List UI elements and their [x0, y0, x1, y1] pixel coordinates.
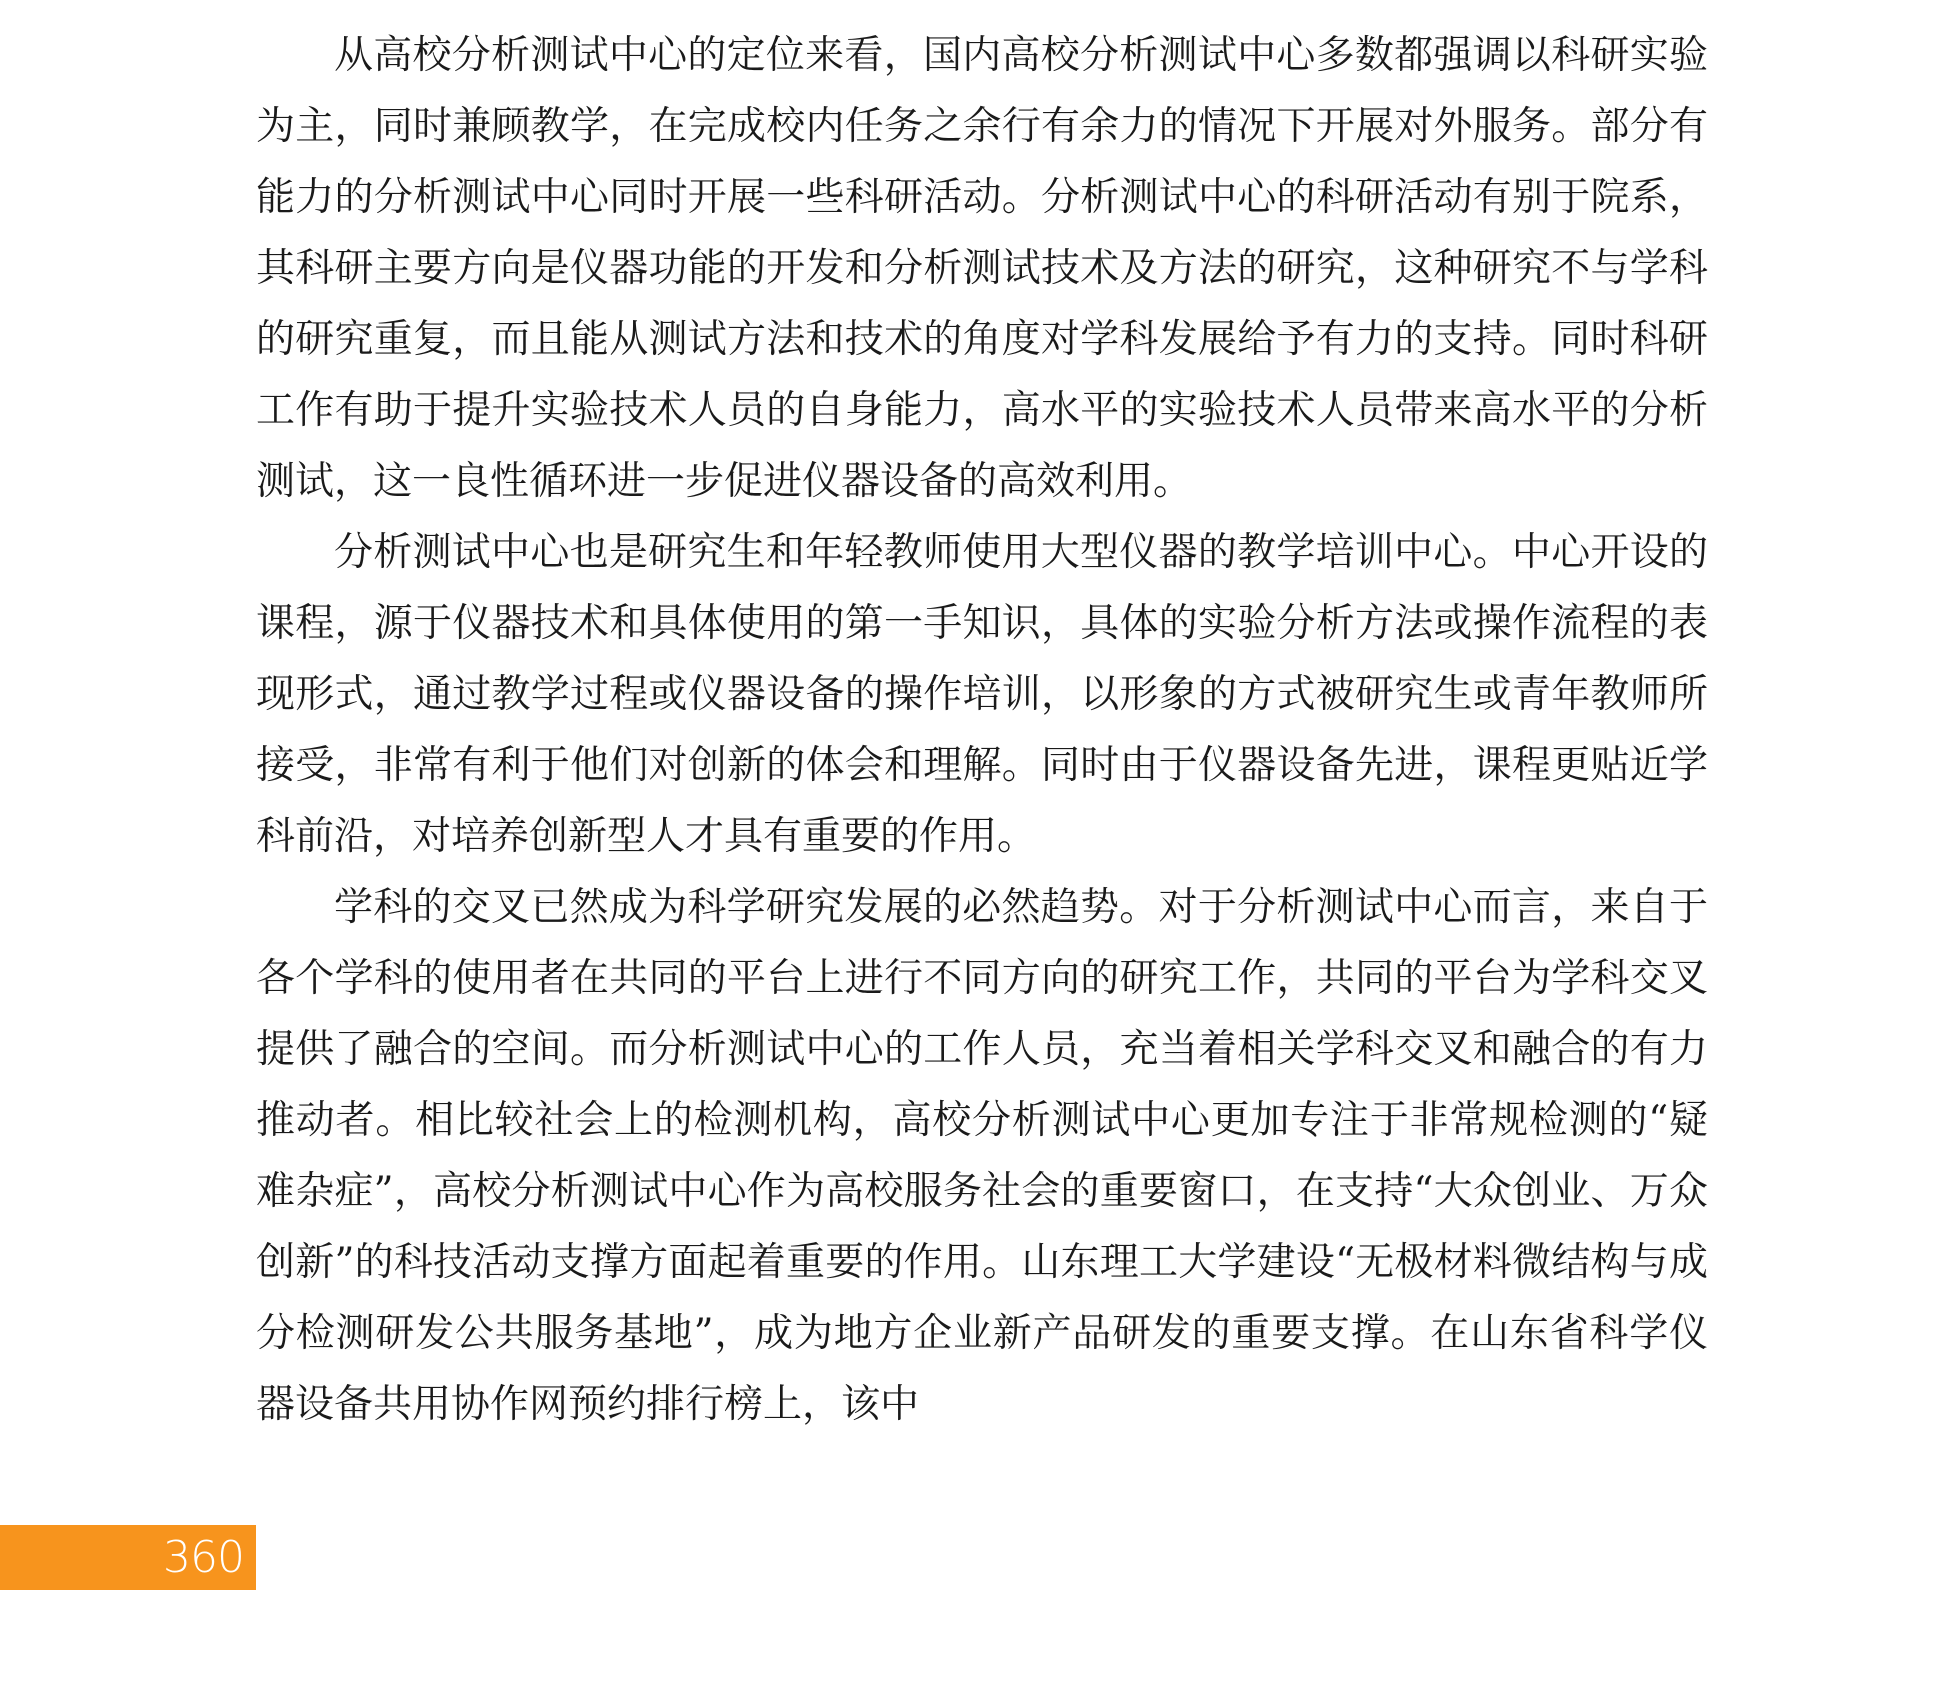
- paragraph: 分析测试中心也是研究生和年轻教师使用大型仪器的教学培训中心。中心开设的课程，源于仪器技术和具体使用的第一手知识，具体的实验分析方法或操作流程的表现形式，通过教学过程或仪器设备的操作培训，以形象的方式被研究生或青年教师所接受，非常有利于他们对创新的体会和理解。同时由于仪器设备先进，课程更贴近学科前沿，对培养创新型人才具有重要的作用。: [256, 530, 1708, 859]
- page-number: 360: [163, 1532, 244, 1583]
- paragraph: 从高校分析测试中心的定位来看，国内高校分析测试中心多数都强调以科研实验为主，同时兼顾教学，在完成校内任务之余行有余力的情况下开展对外服务。部分有能力的分析测试中心同时开展一些科研活动。分析测试中心的科研活动有别于院系，其科研主要方向是仪器功能的开发和分析测试技术及方法的研究，这种研究不与学科的研究重复，而且能从测试方法和技术的角度对学科发展给予有力的支持。同时科研工作有助于提升实验技术人员的自身能力，高水平的实验技术人员带来高水平的分析测试，这一良性循环进一步促进仪器设备的高效利用。: [256, 33, 1708, 504]
- body-text: [256, 20, 1708, 1440]
- page-number-tab: [0, 1525, 256, 1590]
- paragraph: 学科的交叉已然成为科学研究发展的必然趋势。对于分析测试中心而言，来自于各个学科的使用者在共同的平台上进行不同方向的研究工作，共同的平台为学科交叉提供了融合的空间。而分析测试中心的工作人员，充当着相关学科交叉和融合的有力推动者。相比较社会上的检测机构，高校分析测试中心更加专注于非常规检测的“疑难杂症”，高校分析测试中心作为高校服务社会的重要窗口，在支持“大众创业、万众创新”的科技活动支撑方面起着重要的作用。山东理工大学建设“无极材料微结构与成分检测研发公共服务基地”，成为地方企业新产品研发的重要支撑。在山东省科学仪器设备共用协作网预约排行榜上，该中: [256, 885, 1708, 1427]
